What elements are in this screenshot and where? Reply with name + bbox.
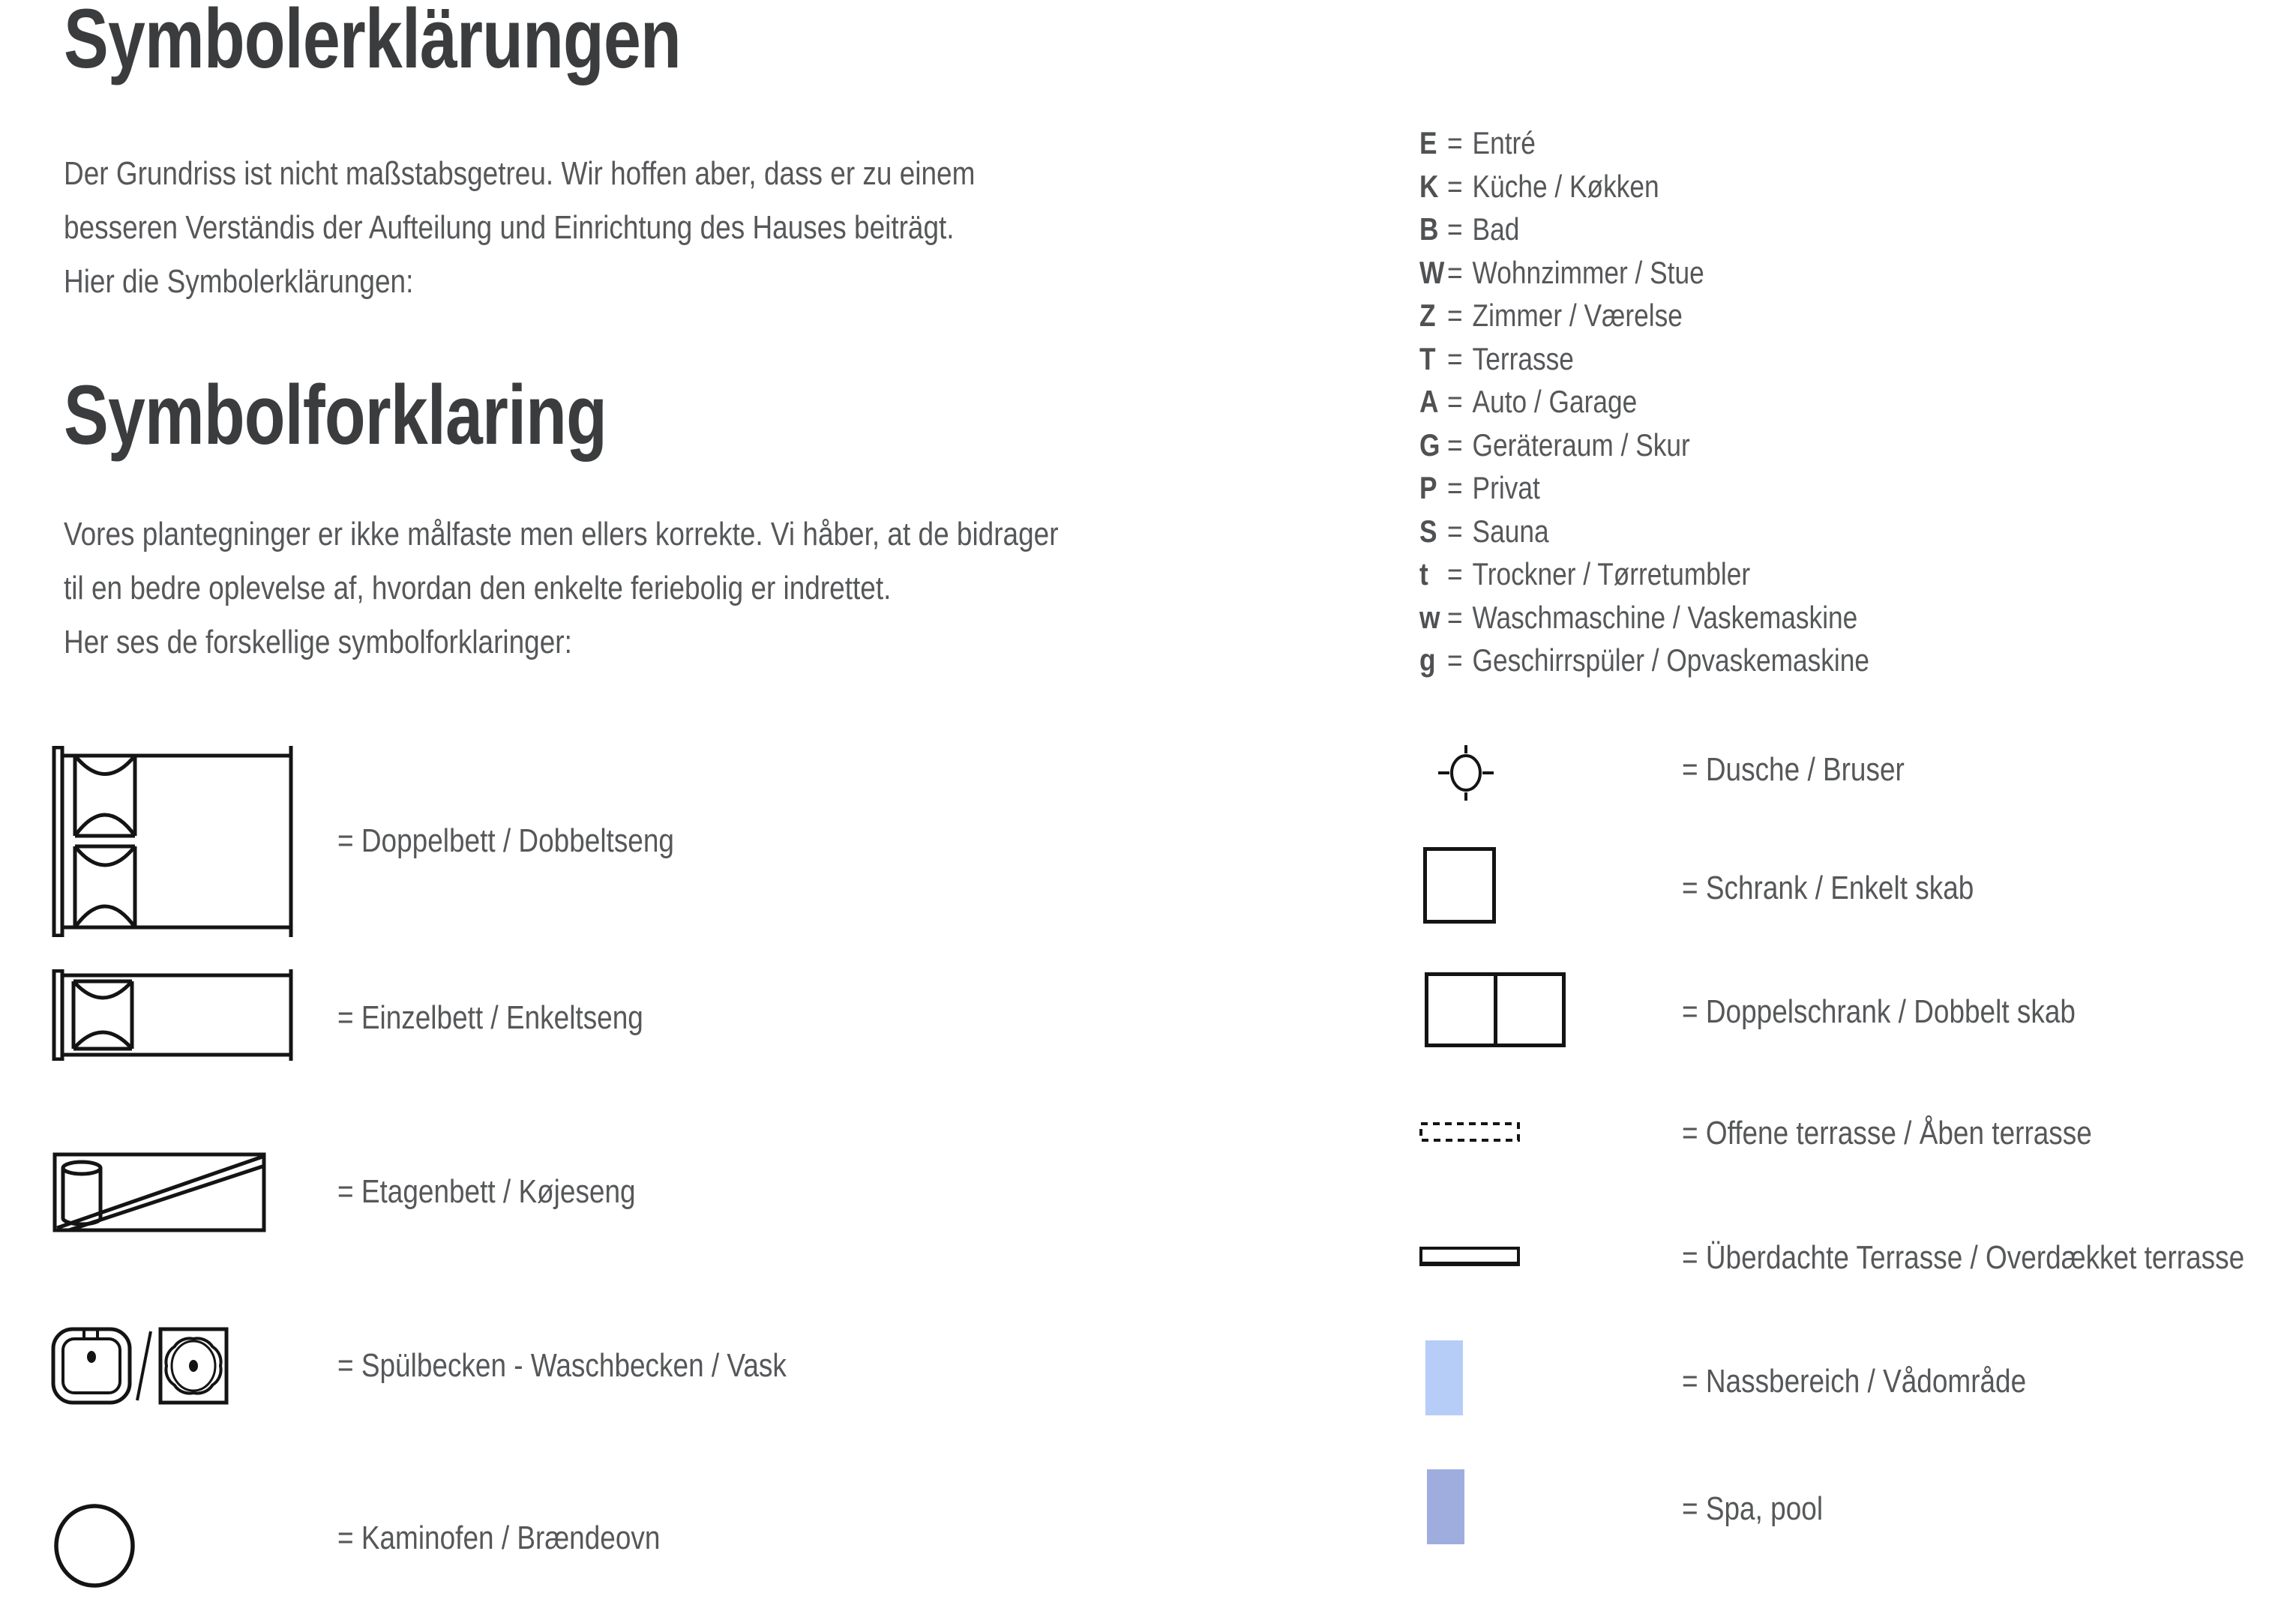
double-bed-label: = Doppelbett / Dobbeltseng bbox=[337, 822, 674, 859]
single-closet-symbol bbox=[1423, 847, 1496, 924]
letter-abbreviation: g bbox=[1419, 642, 1436, 678]
open-terrace-label: = Offene terrasse / Åben terrasse bbox=[1682, 1115, 2092, 1151]
letter-abbreviation: E bbox=[1419, 125, 1437, 160]
letter-legend-row bbox=[1419, 165, 1869, 208]
letter-definition: Entré bbox=[1472, 125, 1536, 160]
letter-abbreviation: w bbox=[1419, 599, 1440, 635]
closet-right-door bbox=[1497, 976, 1563, 1044]
letter-abbreviation: K bbox=[1419, 168, 1439, 204]
letter-legend-row bbox=[1419, 208, 1869, 251]
letter-legend-row bbox=[1419, 466, 1869, 510]
equals-sign: = bbox=[1446, 298, 1463, 333]
letter-legend-row bbox=[1419, 121, 1869, 165]
equals-sign: = bbox=[1446, 384, 1463, 419]
letter-abbreviation: P bbox=[1419, 470, 1437, 505]
letter-legend-row bbox=[1419, 337, 1869, 381]
sink-label: = Spülbecken - Waschbecken / Vask bbox=[337, 1347, 787, 1384]
letter-abbreviation: G bbox=[1419, 427, 1440, 463]
double-closet-symbol bbox=[1425, 972, 1566, 1047]
bunk-bed-label: = Etagenbett / Køjeseng bbox=[337, 1173, 636, 1210]
letter-legend-row bbox=[1419, 639, 1869, 682]
equals-sign: = bbox=[1446, 168, 1463, 204]
letter-definition: Auto / Garage bbox=[1472, 384, 1638, 419]
letter-definition: Geschirrspüler / Opvaskemaskine bbox=[1472, 642, 1869, 678]
intro-de-line1: Der Grundriss ist nicht maßstabsgetreu. Wir hoffen aber, dass er zu einem bbox=[64, 155, 976, 192]
intro-paragraph-german bbox=[64, 147, 1149, 309]
single-closet-label: = Schrank / Enkelt skab bbox=[1682, 870, 1974, 906]
spa-pool-swatch bbox=[1427, 1469, 1464, 1544]
covered-terrace-label: = Überdachte Terrasse / Overdækket terrasse bbox=[1682, 1239, 2245, 1276]
double-bed-symbol bbox=[51, 746, 295, 937]
letter-legend-row bbox=[1419, 596, 1869, 639]
wood-stove-label: = Kaminofen / Brændeovn bbox=[337, 1520, 661, 1556]
single-bed-symbol bbox=[51, 969, 295, 1061]
shower-symbol bbox=[1436, 744, 1496, 802]
page-title-german: Symbolerklärungen bbox=[64, 0, 681, 85]
sink-symbol bbox=[51, 1327, 238, 1405]
letter-legend-row bbox=[1419, 552, 1869, 596]
letter-legend-row bbox=[1419, 424, 1869, 467]
letter-definition: Waschmaschine / Vaskemaskine bbox=[1472, 599, 1858, 635]
equals-sign: = bbox=[1446, 642, 1463, 678]
letter-legend-row bbox=[1419, 510, 1869, 553]
intro-paragraph-danish bbox=[64, 508, 1248, 669]
page-title-danish: Symbolforklaring bbox=[64, 368, 607, 462]
equals-sign: = bbox=[1446, 556, 1463, 591]
letter-legend bbox=[1419, 121, 1955, 682]
intro-de-line3: Hier die Symbolerklärungen: bbox=[64, 263, 414, 300]
double-closet-label: = Doppelschrank / Dobbelt skab bbox=[1682, 993, 2076, 1030]
letter-legend-row bbox=[1419, 294, 1869, 337]
shower-label: = Dusche / Bruser bbox=[1682, 751, 1905, 788]
intro-da-line1: Vores plantegninger er ikke målfaste men ellers korrekte. Vi håber, at de bidrager bbox=[64, 516, 1059, 552]
equals-sign: = bbox=[1446, 427, 1463, 463]
letter-abbreviation: Z bbox=[1419, 298, 1436, 333]
letter-definition: Küche / Køkken bbox=[1472, 168, 1659, 204]
letter-abbreviation: t bbox=[1419, 556, 1428, 591]
wood-stove-symbol bbox=[52, 1503, 136, 1589]
single-bed-label: = Einzelbett / Enkeltseng bbox=[337, 999, 643, 1036]
equals-sign: = bbox=[1446, 470, 1463, 505]
spa-pool-label: = Spa, pool bbox=[1682, 1490, 1824, 1527]
bunk-bed-symbol bbox=[52, 1152, 266, 1232]
equals-sign: = bbox=[1446, 340, 1463, 376]
letter-definition: Sauna bbox=[1472, 513, 1549, 549]
equals-sign: = bbox=[1446, 211, 1463, 247]
letter-definition: Wohnzimmer / Stue bbox=[1472, 254, 1704, 290]
letter-abbreviation: A bbox=[1419, 384, 1439, 419]
letter-legend-row bbox=[1419, 251, 1869, 295]
equals-sign: = bbox=[1446, 254, 1463, 290]
wet-area-swatch bbox=[1425, 1340, 1463, 1415]
letter-definition: Trockner / Tørretumbler bbox=[1472, 556, 1751, 591]
intro-da-line2: til en bedre oplevelse af, hvordan den enkelte feriebolig er indrettet. bbox=[64, 570, 892, 606]
letter-abbreviation: S bbox=[1419, 513, 1437, 549]
wet-area-label: = Nassbereich / Vådområde bbox=[1682, 1363, 2027, 1400]
intro-da-line3: Her ses de forskellige symbolforklaringer: bbox=[64, 624, 572, 660]
letter-legend-row bbox=[1419, 380, 1869, 424]
letter-abbreviation: T bbox=[1419, 340, 1436, 376]
letter-abbreviation: B bbox=[1419, 211, 1439, 247]
letter-definition: Terrasse bbox=[1472, 340, 1574, 376]
equals-sign: = bbox=[1446, 125, 1463, 160]
intro-de-line2: besseren Verständis der Aufteilung und Einrichtung des Hauses beiträgt. bbox=[64, 209, 955, 246]
letter-definition: Geräteraum / Skur bbox=[1472, 427, 1690, 463]
equals-sign: = bbox=[1446, 513, 1463, 549]
letter-definition: Zimmer / Værelse bbox=[1472, 298, 1683, 333]
equals-sign: = bbox=[1446, 599, 1463, 635]
letter-definition: Privat bbox=[1472, 470, 1540, 505]
open-terrace-symbol bbox=[1419, 1122, 1520, 1142]
closet-left-door bbox=[1428, 976, 1497, 1044]
letter-abbreviation: W bbox=[1419, 254, 1445, 290]
letter-definition: Bad bbox=[1472, 211, 1520, 247]
covered-terrace-symbol bbox=[1419, 1247, 1520, 1266]
